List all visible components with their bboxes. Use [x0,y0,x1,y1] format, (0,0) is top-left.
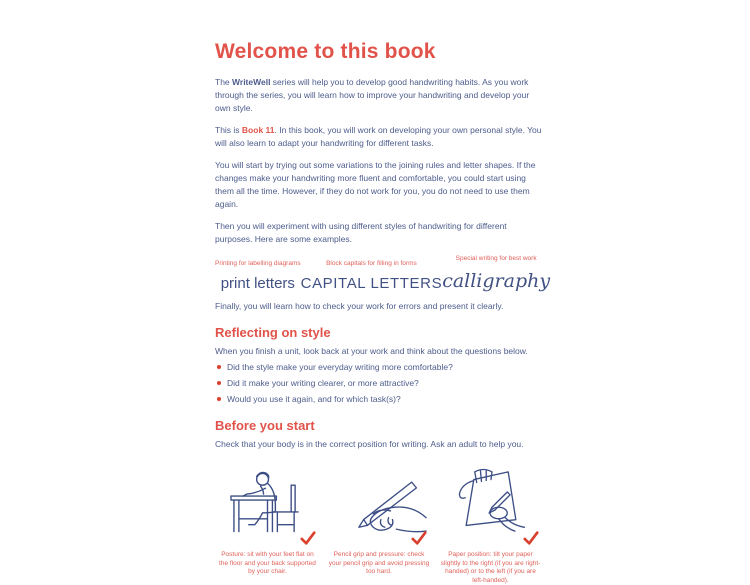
example-label: Special writing for best work [455,255,537,262]
handwriting-examples [215,255,551,292]
tip-posture [215,464,320,585]
example-sample: calligraphy [442,270,551,292]
position-tips [215,464,543,585]
tip-caption: Paper position: tilt your paper slightly to the right (if you are right-handed) or to the left (if you are left-handed). [440,551,541,584]
page-title: Welcome to this book [215,40,436,63]
paragraph-text: The [215,77,233,87]
list-item [217,377,543,390]
intro-paragraph-5: Finally, you will learn how to check your work for errors and present it clearly. [215,301,504,311]
before-you-start-heading: Before you start [215,418,315,433]
tip-caption: Posture: sit with your feet flat on the floor and your back supported by your chair. [219,551,316,575]
example-calligraphy [442,255,550,292]
series-name: WriteWell [232,77,271,87]
bullet-text: Would you use it again, and for which task(s)? [227,394,401,404]
tip-pencil-grip [327,464,432,585]
example-sample: CAPITAL LETTERS [300,275,443,292]
bullet-text: Did the style make your everyday writing more comfortable? [227,362,453,372]
posture-illustration [230,468,304,538]
list-item [217,361,543,374]
intro-paragraph-4: Then you will experiment with using different styles of handwriting for different purposes. Here are some examples. [215,221,507,244]
example-label: Block capitals for filling in forms [326,260,417,267]
reflecting-heading: Reflecting on style [215,325,331,340]
example-print-letters [215,260,301,292]
reflecting-intro: When you finish a unit, look back at your work and think about the questions below. [215,346,528,356]
paper-position-illustration [448,466,534,538]
posture-figure [215,464,320,538]
paragraph-text: This is [215,125,242,135]
intro-paragraph-3: You will start by trying out some variations to the joining rules and letter shapes. If the changes make your handwriting more fluent and comfortable, you could start using them all the time. However, if they do not work for you, you do not need to use them again. [215,160,536,209]
example-sample: print letters [220,275,295,292]
example-label: Printing for labelling diagrams [215,260,301,267]
intro-paragraph-1 [215,76,543,115]
before-you-start-intro: Check that your body is in the correct position for writing. Ask an adult to help you. [215,439,524,449]
tip-paper-position [438,464,543,585]
bullet-text: Did it make your writing clearer, or more attractive? [227,378,419,388]
checkmark-icon [300,530,316,546]
tip-caption: Pencil grip and pressure: check your pencil grip and avoid pressing too hard. [328,551,430,575]
book-number: Book 11 [241,125,275,135]
bullet-icon [217,381,221,385]
checkmark-icon [523,530,539,546]
bullet-icon [217,365,221,369]
pencil-grip-figure [327,464,432,538]
paragraph-text: . In this book, you will work on developing your own personal style. You will also learn to adapt your handwriting for different tasks. [215,125,542,148]
reflection-questions [217,361,543,406]
paragraph-text: series will help you to develop good handwriting habits. As you work through the series, you will learn how to improve your handwriting and develop your own style. [215,77,530,113]
bullet-icon [217,397,221,401]
book-page-content [215,40,551,585]
paper-position-figure [438,464,543,538]
example-capital-letters [301,260,443,292]
list-item [217,393,543,406]
checkmark-icon [411,530,427,546]
intro-paragraph-2 [215,124,543,150]
